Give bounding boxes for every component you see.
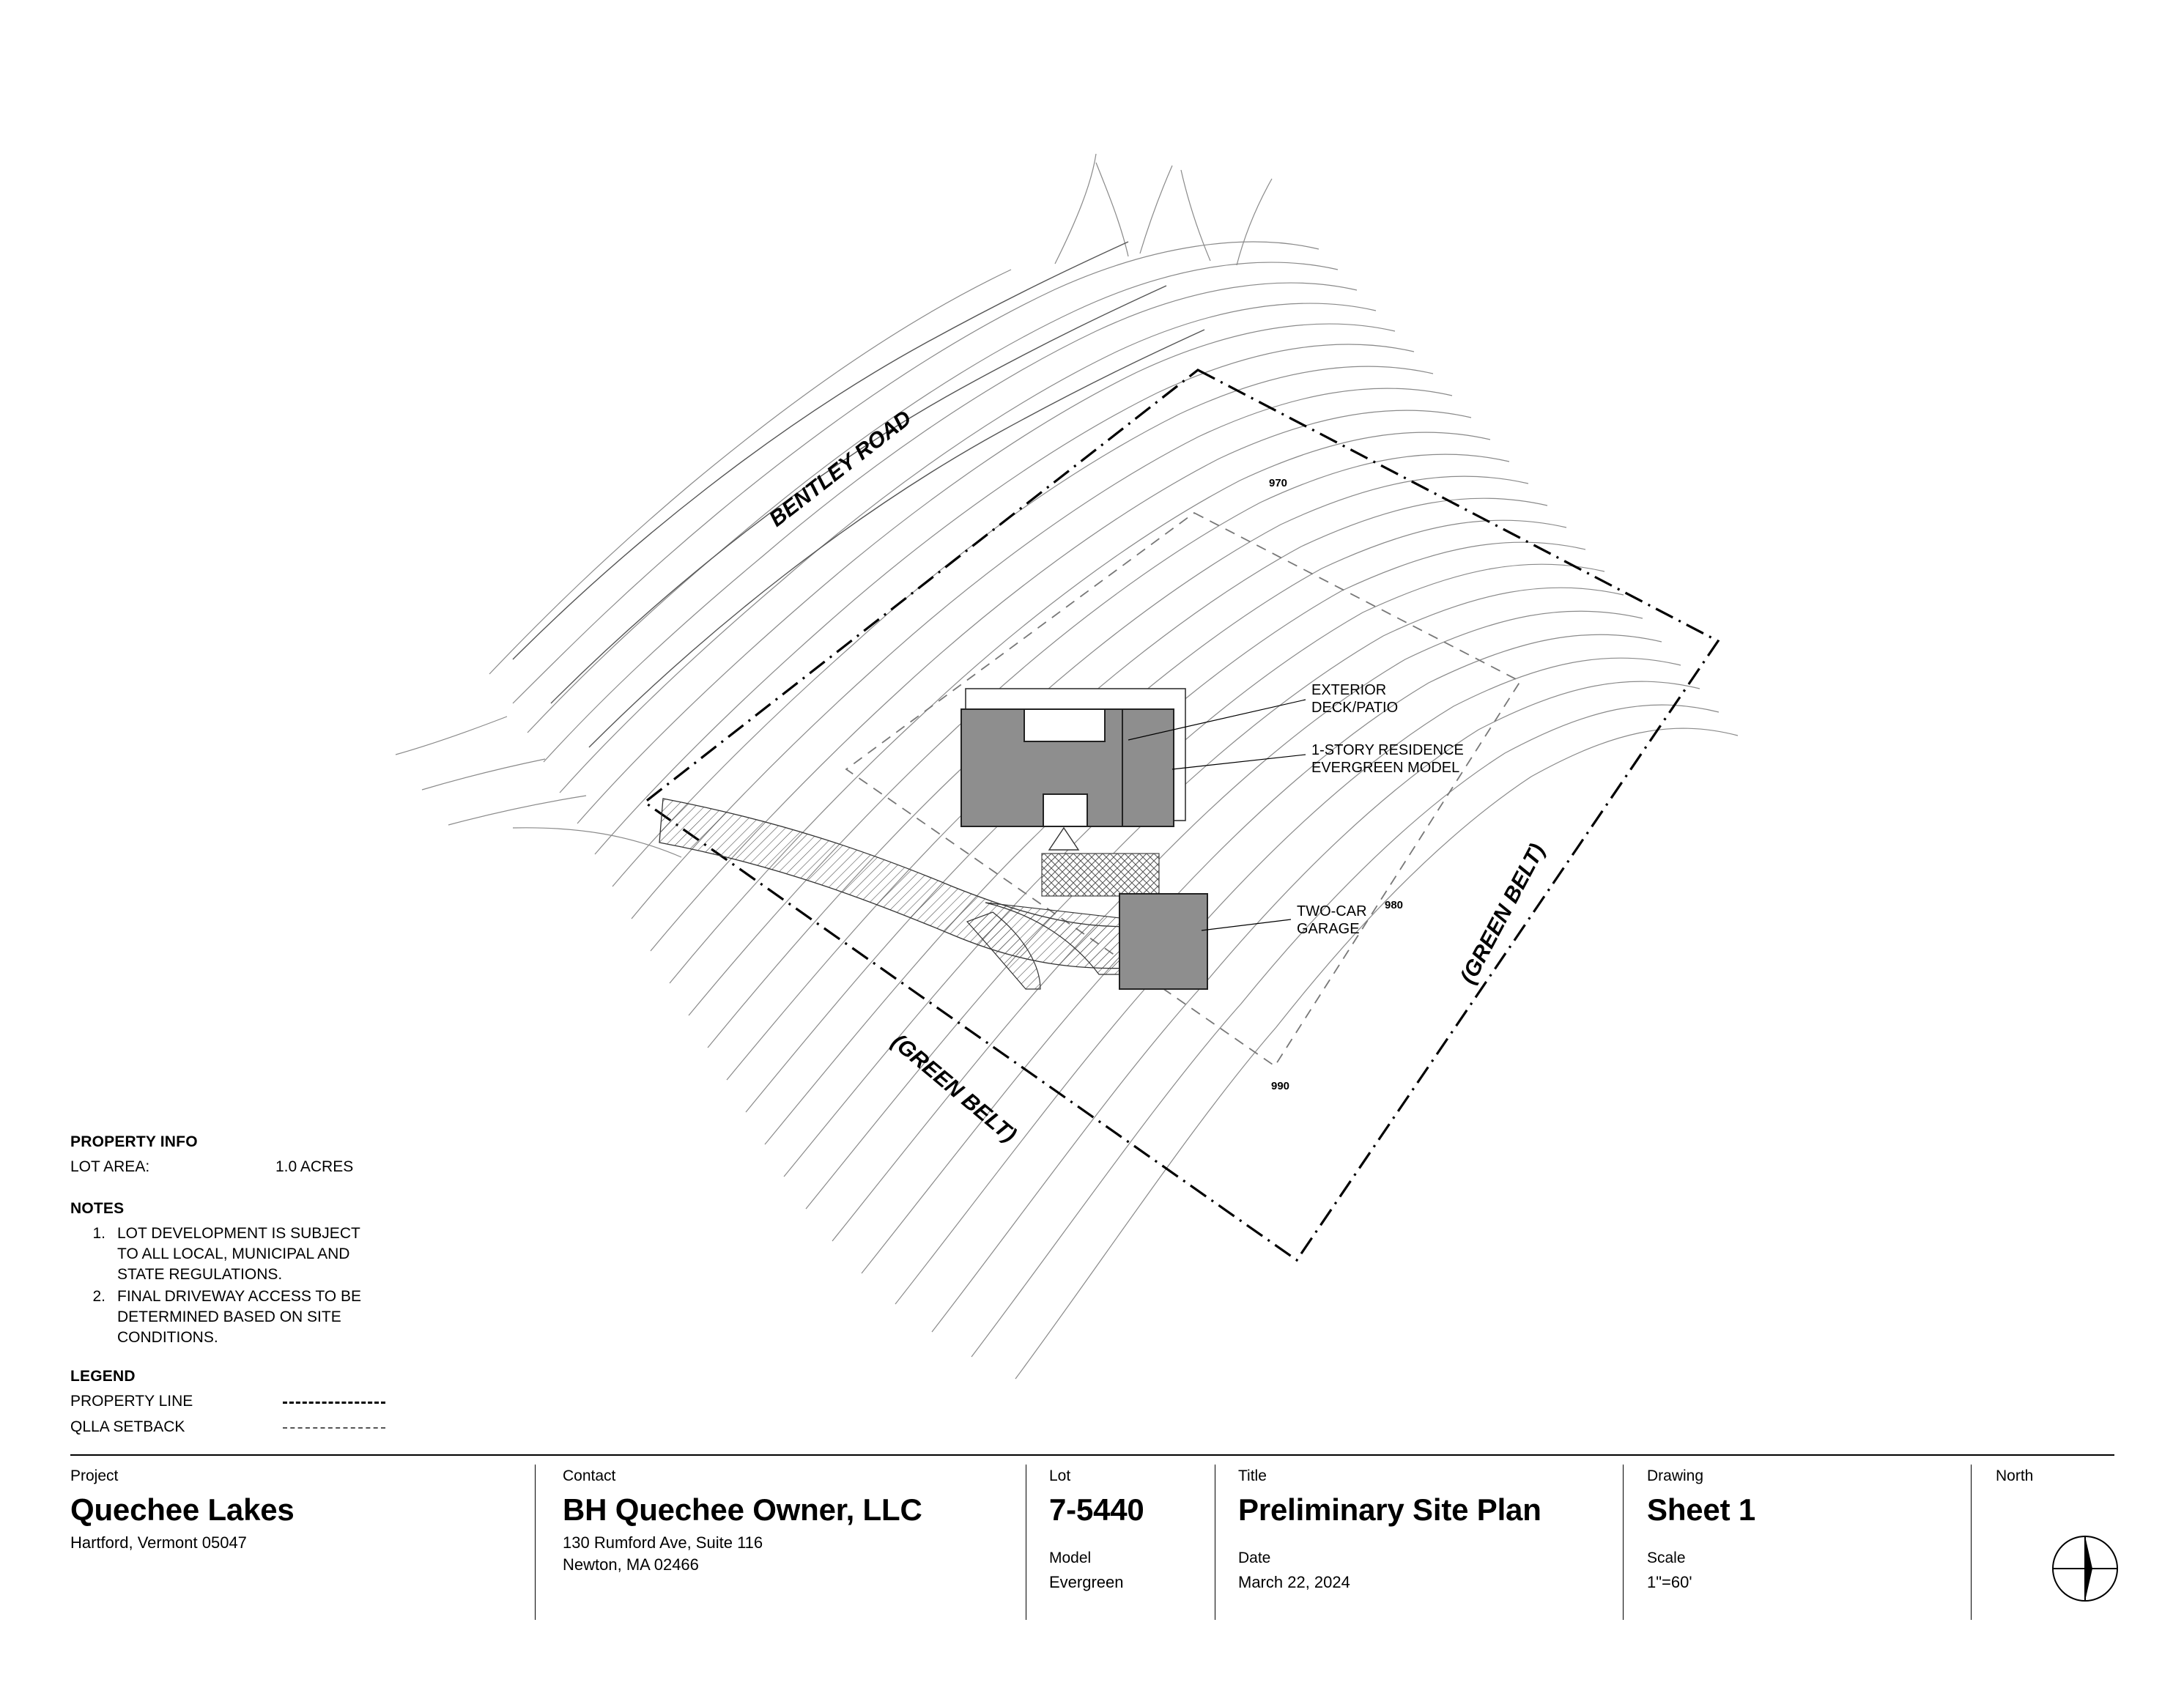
project-name: Quechee Lakes xyxy=(70,1492,295,1527)
north-label: North xyxy=(1996,1467,2034,1484)
residence-shape xyxy=(961,709,1174,826)
legend-label: QLLA SETBACK xyxy=(70,1418,185,1436)
deck-label-line1: EXTERIOR xyxy=(1311,682,1387,698)
note-text: LOT DEVELOPMENT IS SUBJECT TO ALL LOCAL, MUNICIPAL AND STATE REGULATIONS. xyxy=(117,1224,360,1283)
note-text: FINAL DRIVEWAY ACCESS TO BE DETERMINED BASED ON SITE CONDITIONS. xyxy=(117,1287,361,1346)
entry-stoop xyxy=(1049,828,1078,850)
note-item xyxy=(70,1224,451,1285)
two-car-garage xyxy=(1119,894,1207,989)
property-line-symbol-icon xyxy=(283,1397,385,1407)
legend-heading: LEGEND xyxy=(70,1368,136,1385)
note-number: 2. xyxy=(92,1287,106,1305)
legend-label: PROPERTY LINE xyxy=(70,1393,193,1410)
lot-value: 7-5440 xyxy=(1049,1492,1144,1527)
garage-label-line1: TWO-CAR xyxy=(1297,903,1367,919)
residence-label-line2: EVERGREEN MODEL xyxy=(1311,760,1460,776)
legend xyxy=(70,1366,451,1438)
legend-item-qlla-setback xyxy=(70,1417,451,1438)
model-label: Model xyxy=(1049,1550,1092,1566)
notes-panel xyxy=(70,1132,451,1443)
title-block xyxy=(0,1454,2184,1645)
notes-list xyxy=(70,1224,451,1348)
title-divider xyxy=(1623,1465,1624,1620)
contact-label: Contact xyxy=(563,1467,616,1484)
title-north-cell xyxy=(1996,1467,2142,1492)
bentley-road xyxy=(513,242,1204,747)
date-value: March 22, 2024 xyxy=(1238,1573,1350,1591)
bentley-road-label: BENTLEY ROAD xyxy=(764,406,917,532)
contact-address-line1: 130 Rumford Ave, Suite 116 xyxy=(563,1533,763,1552)
sheet-title-value: Preliminary Site Plan xyxy=(1238,1492,1541,1527)
date-label: Date xyxy=(1238,1550,1271,1566)
title-divider xyxy=(1971,1465,1972,1620)
lot-area-value: 1.0 ACRES xyxy=(275,1158,354,1175)
lot-area-label: LOT AREA: xyxy=(70,1158,150,1175)
drawing-label: Drawing xyxy=(1647,1467,1704,1484)
title-lot-cell xyxy=(1049,1467,1210,1592)
drawing-value: Sheet 1 xyxy=(1647,1492,1755,1527)
scale-value: 1"=60' xyxy=(1647,1573,1692,1591)
contact-name: BH Quechee Owner, LLC xyxy=(563,1492,922,1527)
contour-labels xyxy=(1269,477,1403,1092)
contour-label-970: 970 xyxy=(1269,477,1288,489)
qlla-setback-symbol-icon xyxy=(283,1423,385,1433)
title-project-cell xyxy=(70,1467,481,1554)
scale-label: Scale xyxy=(1647,1550,1686,1566)
note-item xyxy=(70,1287,451,1348)
residence-label-line1: 1-STORY RESIDENCE xyxy=(1311,742,1464,758)
title-label: Title xyxy=(1238,1467,1267,1484)
notes-heading: NOTES xyxy=(70,1199,125,1217)
title-block-rule xyxy=(70,1454,2114,1456)
contour-label-990: 990 xyxy=(1271,1080,1290,1092)
title-contact-cell xyxy=(563,1467,1032,1576)
title-divider xyxy=(535,1465,536,1620)
north-arrow-icon xyxy=(2044,1528,2126,1610)
lot-label: Lot xyxy=(1049,1467,1071,1484)
legend-item-property-line xyxy=(70,1391,451,1413)
contact-address-line2: Newton, MA 02466 xyxy=(563,1555,699,1574)
property-info-row xyxy=(70,1157,451,1178)
property-info-heading: PROPERTY INFO xyxy=(70,1133,198,1150)
model-value: Evergreen xyxy=(1049,1573,1124,1591)
green-belt-label-left: (GREEN BELT) xyxy=(886,1029,1021,1148)
project-address: Hartford, Vermont 05047 xyxy=(70,1533,247,1552)
garage-label-line2: GARAGE xyxy=(1297,921,1360,937)
contour-label-980: 980 xyxy=(1385,899,1404,911)
project-label: Project xyxy=(70,1467,119,1484)
entry-walkway xyxy=(1042,854,1159,896)
deck-label-line2: DECK/PATIO xyxy=(1311,700,1399,716)
title-sheet-title-cell xyxy=(1238,1467,1648,1592)
note-number: 1. xyxy=(92,1224,106,1242)
title-drawing-cell xyxy=(1647,1467,1925,1592)
green-belt-label-right: (GREEN BELT) xyxy=(1456,840,1550,988)
